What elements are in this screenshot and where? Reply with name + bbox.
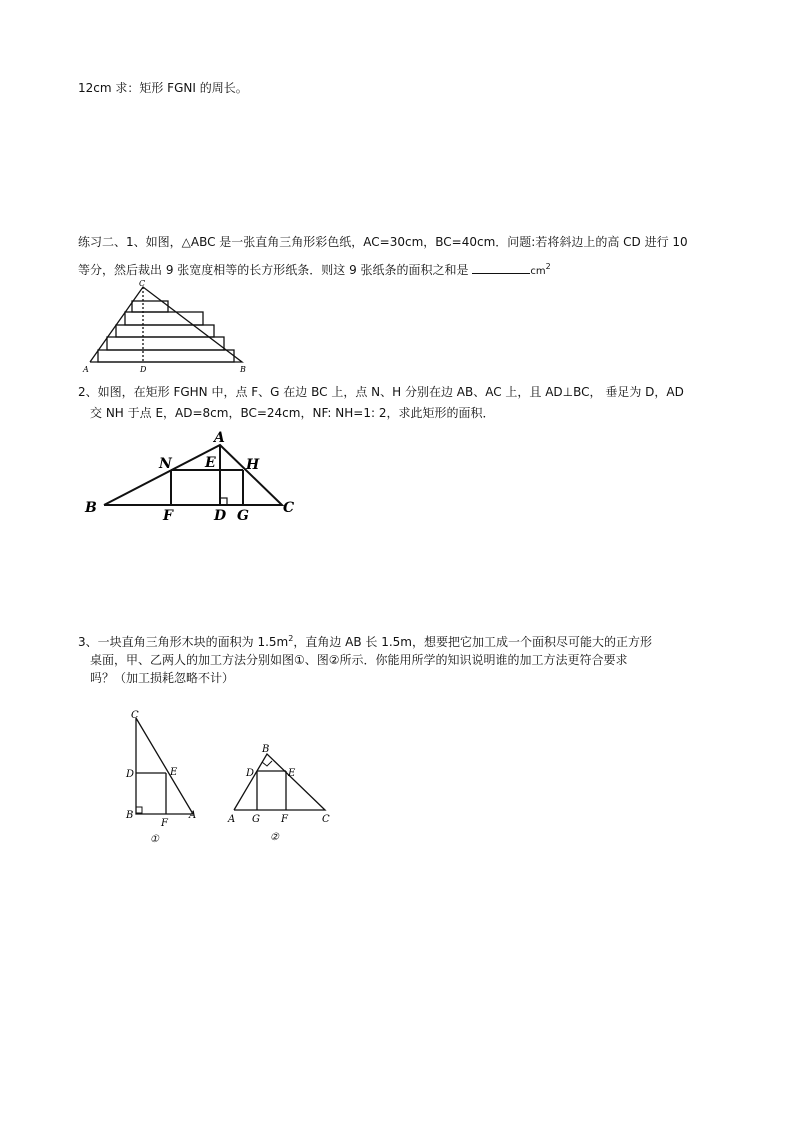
triangle-cba bbox=[136, 718, 193, 814]
label-a: A bbox=[83, 365, 89, 374]
strip-1 bbox=[98, 350, 234, 362]
figure-1 bbox=[120, 706, 210, 846]
label-a: A bbox=[214, 430, 225, 446]
label-h: H bbox=[246, 457, 260, 473]
q3-line3: 吗？（加工损耗忽略不计） bbox=[90, 671, 235, 685]
label-e: E bbox=[288, 768, 296, 779]
q3-line1-a: 3、一块直角三角形木块的面积为 1.5m bbox=[78, 635, 289, 649]
q3-line1 bbox=[78, 631, 652, 650]
label-b: B bbox=[126, 810, 134, 821]
label-f: F bbox=[281, 814, 288, 825]
label-c: C bbox=[322, 814, 330, 825]
label-n: N bbox=[159, 456, 172, 472]
label-f: F bbox=[163, 508, 173, 524]
label-a: A bbox=[228, 814, 236, 825]
q2-line1: 2、如图，在矩形 FGHN 中，点 F、G 在边 BC 上，点 N、H 分别在边 AB、AC 上，且 AD⊥BC， 垂足为 D，AD bbox=[78, 385, 684, 399]
triangle-abc bbox=[234, 754, 325, 810]
ex2-q1-unit-sup: 2 bbox=[545, 262, 551, 271]
rectangle-in-triangle-figure bbox=[82, 428, 302, 524]
right-angle-mark bbox=[136, 807, 142, 813]
label-d: D bbox=[140, 365, 147, 374]
q3-line1-b: ，直角边 AB 长 1.5m，想要把它加工成一个面积尽可能大的正方形 bbox=[293, 635, 652, 649]
strip-3 bbox=[116, 325, 214, 337]
ex2-q1-unit: cm bbox=[530, 266, 546, 277]
answer-blank[interactable] bbox=[472, 263, 530, 274]
q2-line2: 交 NH 于点 E，AD=8cm，BC=24cm，NF: NH=1: 2，求此矩形的面积． bbox=[90, 406, 495, 420]
ex2-q1-line1: 练习二、1、如图，△ABC 是一张直角三角形彩色纸，AC=30cm，BC=40cm．问题:若将斜边上的高 CD 进行 10 bbox=[78, 235, 688, 249]
label-e: E bbox=[205, 455, 216, 471]
q3-line2: 桌面，甲、乙两人的加工方法分别如图①、图②所示．你能用所学的知识说明谁的加工方法更符合要求 bbox=[90, 653, 628, 667]
label-e: E bbox=[170, 767, 178, 778]
label-c: C bbox=[139, 279, 146, 288]
ex2-q1-line2 bbox=[78, 259, 551, 280]
label-g: G bbox=[237, 508, 249, 524]
triangle-abc bbox=[104, 445, 282, 505]
label-b: B bbox=[262, 744, 270, 755]
label-b: B bbox=[240, 365, 246, 374]
strip-2 bbox=[107, 337, 224, 350]
label-d: D bbox=[214, 508, 227, 524]
label-b: B bbox=[85, 500, 97, 516]
label-a: A bbox=[189, 810, 197, 821]
label-d: D bbox=[126, 769, 135, 780]
right-angle-mark bbox=[220, 498, 227, 505]
ex2-q1-line2-text: 等分，然后裁出 9 张宽度相等的长方形纸条．则这 9 张纸条的面积之和是 bbox=[78, 263, 469, 277]
label-d: D bbox=[246, 768, 255, 779]
figure-2 bbox=[222, 740, 337, 846]
caption-1: ① bbox=[150, 834, 159, 845]
label-f: F bbox=[161, 818, 168, 829]
strips-triangle-figure bbox=[80, 278, 260, 374]
label-g: G bbox=[252, 814, 260, 825]
label-c: C bbox=[131, 710, 139, 721]
label-c: C bbox=[283, 500, 295, 516]
caption-2: ② bbox=[270, 832, 279, 843]
intro-text: 12cm 求：矩形 FGNI 的周长。 bbox=[78, 81, 248, 95]
q3-line1-sup: 2 bbox=[288, 634, 294, 643]
right-angle-mark bbox=[262, 761, 272, 766]
